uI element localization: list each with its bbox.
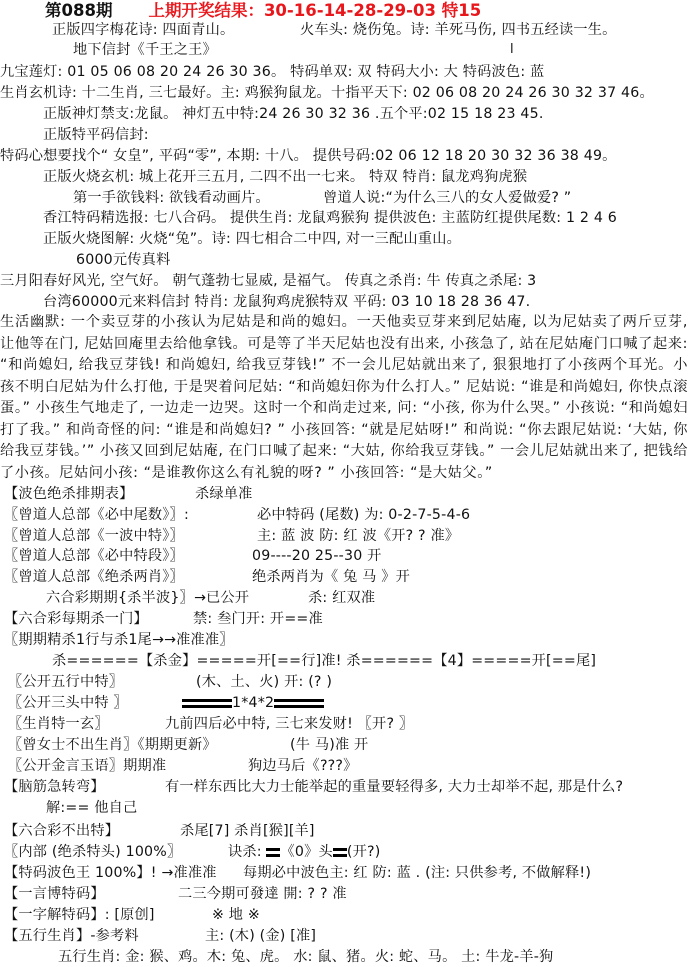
section-three-head-value (182, 693, 324, 713)
nine-treasure-lamp: 九宝莲灯: 01 05 06 08 20 24 26 30 36。 特码单双: 双 特码大小: 大 特码波色: 蓝 (0, 64, 545, 80)
section-two-zodiac-value: 绝杀两肖为《 兔 马 》开 (252, 569, 411, 585)
stray-mark: l (510, 42, 514, 57)
section-riddle-answer: 解:== 他自己 (46, 800, 138, 816)
fire-diagram: 正版火烧图解: 火烧“兔”。诗: 四七相合二中四, 对一三配山重山。 (43, 231, 461, 247)
open-hint: (开?) (346, 844, 381, 860)
section-tail-value: 必中特码 (尾数) 为: 0-2-7-5-4-6 (257, 507, 471, 523)
plum-poem: 正版四字梅花诗: 四面青山。 (52, 22, 235, 38)
section-zodiac-mystic-label: 〖生肖特一玄〗 (8, 716, 109, 732)
section-five-zodiac-list: 五行生肖: 金: 猴、鸡。木: 兔、虎。 水: 鼠、猪。火: 蛇、马。 土: 牛龙-羊-狗 (58, 949, 554, 965)
section-wave-king-label: 【特码波色王 100%】! →准准准 (4, 865, 217, 881)
section-five-elements-value: (木、土、火) 开: (? ) (196, 674, 333, 690)
section-wave-kill (4, 484, 134, 504)
section-one-door-label: 【六合彩每期杀一门】 (4, 611, 148, 627)
section-three-head-label: 〖公开三头中特 〗 (8, 695, 128, 711)
fire-mystery: 正版火烧玄机: 城上花开三五月, 二四不出一七来。 特双 特肖: 鼠龙鸡狗虎猴 (43, 169, 528, 185)
kill-label: 诀杀: (228, 844, 262, 860)
section-one-word-bet-label: 【一言博特码】 (4, 886, 105, 902)
section-ms-zeng-label: 〖曾女士不出生肖〗《期期更新》 (8, 737, 217, 753)
hongkong-selection: 香江特码精选报: 七八合码。 提供生肖: 龙鼠鸡猴狗 提供波色: 主蓝防红提供尾数: 1 2 4 6 (43, 210, 618, 226)
section-five-zodiac-value: 主: (木) (金) [准] (205, 928, 317, 944)
section-label: 【波色绝杀排期表】 (4, 486, 134, 502)
section-five-zodiac-label: 【五行生肖】-参考料 (4, 928, 139, 944)
section-five-elements-label: 〖公开五行中特〗 (8, 674, 124, 690)
section-wave-king-value: 每期必中波色主: 红 防: 蓝 . (注: 只供参考, 不做解释!) (243, 865, 592, 881)
section-one-char-label: 【一字解特码】: [原创] (4, 907, 155, 923)
section-half-wave-label: 六合彩期期{杀半波}〗→已公开 (46, 590, 250, 606)
section-golden-words-label: 〖公开金言玉语〗期期准 (8, 758, 167, 774)
section-one-word-bet-value: 二三今期可發達 開: ? ? 准 (178, 886, 347, 902)
plum-poem-line (52, 20, 234, 40)
special-flat-envelope: 正版特平码信封: (43, 127, 149, 143)
section-one-wave-label: 〖曾道人总部《一波中特》〗 (4, 528, 184, 544)
section-half-wave-value: 杀: 红双准 (308, 590, 376, 606)
section-tail-label: 〖曾道人总部《必中尾数》〗: (4, 507, 189, 523)
section-no-special-value: 杀尾[7] 杀肖[猴][羊] (180, 823, 315, 839)
issue-header (45, 0, 481, 22)
black-bar-icon (274, 699, 324, 708)
first-hand-material: 第一手欲钱料: 欲钱看动画片。 (73, 190, 270, 206)
section-no-special-label: 【六合彩不出特】 (4, 823, 120, 839)
black-bar-icon (182, 699, 232, 708)
section-kill-gold-line: 杀======【杀金】=====开[==行]准! 杀======【4】=====开[==尾] (52, 653, 597, 669)
section-internal-value (228, 842, 380, 862)
section-zodiac-mystic-value: 九前四后必中特, 三七来发财! 〖开? 〗 (165, 716, 414, 732)
head-value: 《0》头 (280, 844, 333, 860)
section-one-char-value: ※ 地 ※ (212, 907, 260, 923)
section-golden-words-value: 狗边马后《???》 (248, 758, 358, 774)
special-code-wish: 特码心想要找个“ 女皇”, 平码“零”, 本期: 十八。 提供号码:02 06 12 18 20 30 32 36 38 49。 (0, 148, 617, 164)
spring-poem: 三月阳春好风光, 空气好。 朝气蓬勃七显威, 是福气。 传真之杀肖: 牛 传真之杀尾: 3 (0, 273, 537, 289)
section-ms-zeng-value: (牛 马)准 开 (290, 737, 369, 753)
issue-number: 第088期 (45, 1, 113, 20)
divine-lamp-line: 正版神灯禁支:龙鼠。 神灯五中特:24 26 30 32 36 .五个平:02 15 18 23 45. (43, 106, 544, 122)
last-draw-result: 上期开奖结果：30-16-14-28-29-03 特15 (148, 1, 482, 20)
section-segment-label: 〖曾道人总部《必中特段》〗 (4, 548, 184, 564)
section-one-door-value: 禁: 叁门开: 开==准 (193, 611, 323, 627)
section-row-tail-label: 〖期期精杀1行与杀1尾→→准准准〗 (4, 632, 234, 648)
underground-envelope: 地下信封《千王之王》 (73, 42, 217, 58)
three-head-code: 1*4*2 (232, 695, 275, 711)
section-riddle-label: 【脑筋急转弯】 (4, 779, 105, 795)
section-wave-kill-value: 杀绿单准 (195, 486, 253, 502)
taiwan-envelope: 台湾60000元来料信封 特肖: 龙鼠狗鸡虎猴特双 平码: 03 10 18 28 36 47. (43, 294, 531, 310)
section-two-zodiac-label: 〖曾道人总部《绝杀两肖》〗 (4, 569, 184, 585)
section-internal-label: 〖内部 (绝杀特头) 100%〗 (4, 844, 182, 860)
zeng-daoren-says: 曾道人说:“为什么三八的女人爱做爱? ” (323, 190, 572, 206)
black-bar-icon (333, 848, 347, 857)
zodiac-mystery-poem: 生肖玄机诗: 十二生肖, 三七最好。主: 鸡猴狗鼠龙。十指平天下: 02 06 08 20 24 26 30 32 37 46。 (0, 85, 654, 101)
section-segment-value: 09----20 25--30 开 (252, 548, 382, 564)
section-riddle-question: 有一样东西比大力士能举起的重量要轻得多, 大力士却举不起, 那是什么? (165, 779, 624, 795)
train-head: 火车头: 烧伤兔。诗: 羊死马伤, 四书五经读一生。 (300, 22, 617, 38)
fax-material-title: 6000元传真料 (76, 252, 171, 268)
humor-story: 生活幽默: 一个卖豆芽的小孩认为尼姑是和尚的媳妇。一天他卖豆芽来到尼姑庵, 以为尼姑卖了两斤豆芽, 让他等在门, 尼姑回庵里去给他拿钱。可是等了半天尼姑也没有出来, 小孩急了, 站在尼姑庵门口喊了起来: “和尚媳妇, 给我豆芽钱! 和尚媳妇, 给我豆芽钱!” 不一会儿尼姑就出来了, 狠狠地打了小孩两个耳光。小孩不明白尼姑为什么打他, 于是哭着问尼姑: “和尚媳妇你为什么打人。” 尼姑说: “谁是和尚媳妇, 你快点滚蛋。” 小孩生气地走了, 一边走一边哭。这时一个和尚走过来, 问: “小孩, 你为什么哭。” 小孩说: “和尚媳妇打了我。” 和尚奇怪的问: “谁是和尚媳妇? ” 小孩回答: “就是尼姑呀!” 和尚说: “你去跟尼姑说: ‘大姑, 你给我豆芽钱。’” 小孩又回到尼姑庵, 在门口喊了起来: “大姑, 你给我豆芽钱。” 一会儿尼姑就出来了, 把钱给了小孩。尼姑问小孩: “是谁教你这么有礼貌的呀? ” 小孩回答: “是大姑父。” (0, 314, 688, 481)
train-head-line (300, 20, 617, 40)
section-one-wave-value: 主: 蓝 波 防: 红 波《开? ? 准》 (257, 528, 460, 544)
black-bar-icon (266, 848, 280, 857)
